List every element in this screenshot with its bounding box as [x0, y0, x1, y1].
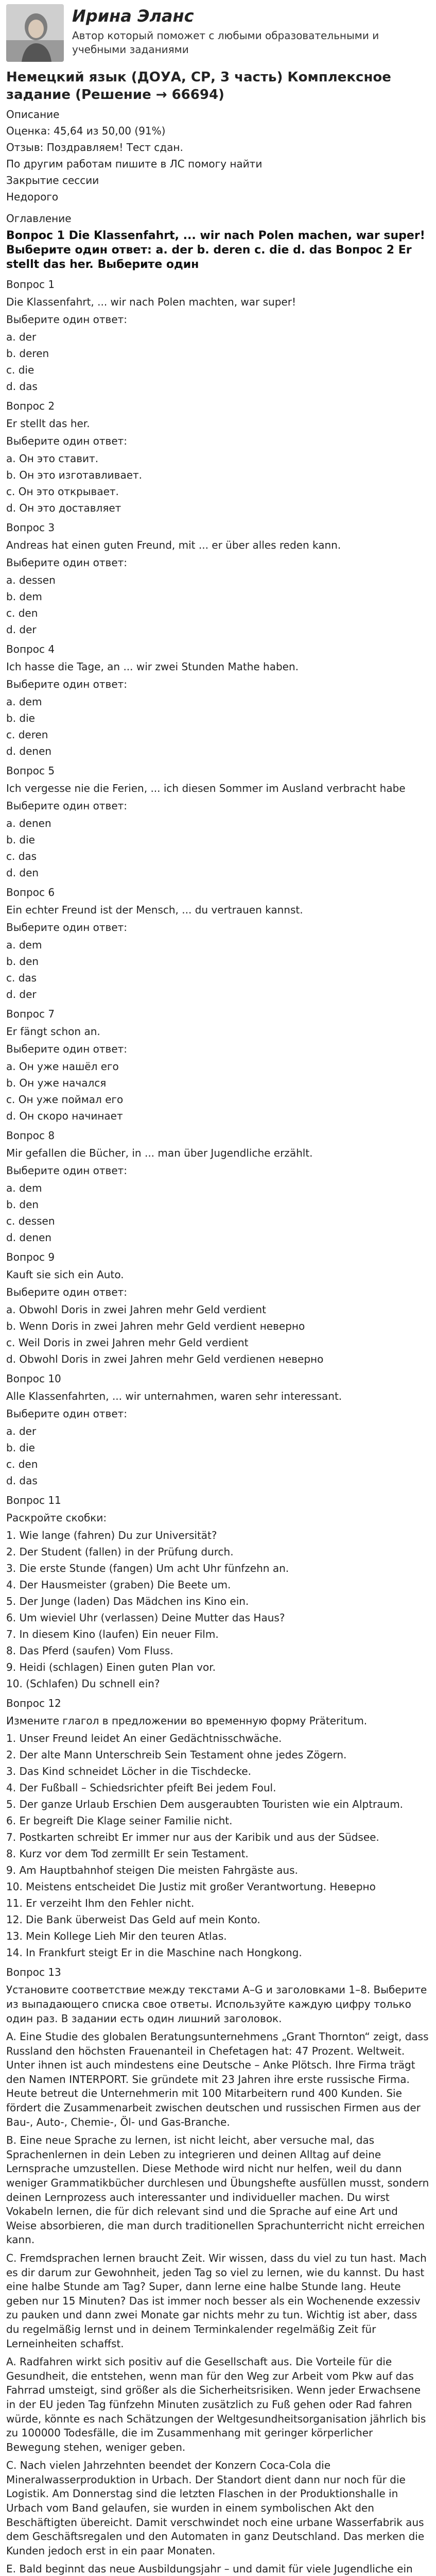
question-prompt: Выберите один ответ:	[6, 313, 128, 326]
question-title: Вопрос 12	[6, 1697, 61, 1710]
answer-option[interactable]: c. den	[6, 607, 38, 620]
question-title: Вопрос 2	[6, 400, 55, 413]
question-title: Вопрос 13	[6, 1966, 61, 1979]
answer-option[interactable]: d. denen	[6, 1231, 52, 1244]
question-prompt: Выберите один ответ:	[6, 435, 128, 448]
question-block	[6, 520, 430, 637]
question-block	[6, 1965, 430, 2576]
answer-option[interactable]: 13. Mein Kollege Lieh Mir den teuren Atlas.	[6, 1930, 227, 1943]
question-text: Kauft sie sich ein Auto.	[6, 1268, 124, 1281]
answer-option[interactable]: d. der	[6, 623, 37, 636]
review-text: Отзыв: Поздравляем! Тест сдан.	[6, 141, 183, 154]
question-title: Вопрос 5	[6, 765, 55, 777]
answer-option[interactable]: 2. Der alte Mann Unterschreib Sein Testament ohne jedes Zögern.	[6, 1749, 347, 1761]
text-paragraph: E. Bald beginnt das neue Ausbildungsjahr – und damit für viele Jugendliche ein	[6, 2563, 413, 2575]
answer-option[interactable]: b. Он это изготавливает.	[6, 469, 143, 482]
question-block	[6, 1696, 430, 1960]
author-block	[6, 0, 430, 62]
answer-option[interactable]: c. Weil Doris in zwei Jahren mehr Geld verdient	[6, 1336, 249, 1349]
question-title: Вопрос 4	[6, 643, 55, 656]
question-title: Вопрос 7	[6, 1008, 55, 1021]
answer-option[interactable]: d. Он это доставляет	[6, 502, 121, 515]
question-title: Вопрос 3	[6, 521, 55, 534]
answer-option[interactable]: b. Wenn Doris in zwei Jahren mehr Geld verdient неверно	[6, 1320, 305, 1333]
answer-option[interactable]: c. das	[6, 850, 37, 863]
question-block	[6, 885, 430, 1002]
answer-option[interactable]: c. dessen	[6, 1215, 55, 1228]
answer-option[interactable]: 2. Der Student (fallen) in der Prüfung durch.	[6, 1546, 234, 1558]
answer-option[interactable]: 1. Unser Freund leidet An einer Gedächtnisschwäche.	[6, 1732, 282, 1745]
answer-option[interactable]: 3. Die erste Stunde (fangen) Um acht Uhr fünfzehn an.	[6, 1562, 289, 1575]
answer-option[interactable]: d. das	[6, 380, 38, 393]
answer-option[interactable]: 6. Um wieviel Uhr (verlassen) Deine Mutter das Haus?	[6, 1612, 285, 1624]
question-prompt: Выберите один ответ:	[6, 678, 128, 691]
answer-option[interactable]: 5. Der Junge (laden) Das Mädchen ins Kino ein.	[6, 1595, 249, 1608]
question-text: Ich hasse die Tage, an ... wir zwei Stunden Mathe haben.	[6, 660, 299, 673]
question-title: Вопрос 1	[6, 278, 55, 291]
answer-option[interactable]: 3. Das Kind schneidet Löcher in die Tischdecke.	[6, 1765, 251, 1778]
text-paragraph: A. Radfahren wirkt sich positiv auf die Gesellschaft aus. Die Vorteile für die Gesundheit, die entstehen, wenn man für den Weg zur Arbeit vom Pkw auf das Fahrrad umsteigt, sind größer als die Sicherheitsrisiken. Wenn jeder Erwachsene in der EU jeden Tag fünfzehn Minuten zusätzlich zu Fuß gehen oder Rad fahren würde, könnte es nach Schätzungen der Weltgesundheitsorganisation jährlich bis zu 100000 Todesfälle, die im Zusammenhang mit geringer körperlicher Bewegung stehen, weniger geben.	[6, 2355, 426, 2453]
answer-option[interactable]: 10. (Schlafen) Du schnell ein?	[6, 1677, 160, 1690]
page-title: Немецкий язык (ДОУА, СР, 3 часть) Комплексное задание (Решение → 66694)	[6, 70, 391, 103]
answer-option[interactable]: c. Он это открывает.	[6, 485, 119, 498]
answer-option[interactable]: b. die	[6, 1442, 35, 1454]
answer-option[interactable]: 4. Der Hausmeister (graben) Die Beete um.	[6, 1579, 231, 1591]
answer-option[interactable]: c. deren	[6, 728, 48, 741]
answer-option[interactable]: a. denen	[6, 817, 51, 830]
answer-option[interactable]: a. dem	[6, 939, 42, 952]
question-block	[6, 1493, 430, 1691]
answer-option[interactable]: 7. In diesem Kino (laufen) Ein neuer Film.	[6, 1628, 219, 1641]
question-title: Вопрос 8	[6, 1129, 55, 1142]
avatar-image	[6, 4, 64, 62]
description-label: Описание	[6, 108, 60, 121]
answer-option[interactable]: c. das	[6, 972, 37, 985]
answer-option[interactable]: b. die	[6, 834, 35, 846]
text-paragraph: B. Eine neue Sprache zu lernen, ist nicht leicht, aber versuche mal, das Sprachenlernen in dein Leben zu integrieren und deinen Alltag auf deine Lernsprache umzustellen. Diese Methode wird nicht nur helfen, weil du dann weniger Grammatikbücher durchlesen und Übungshefte ausfüllen musst, sondern deinen Lernprozess auch interessanter und individueller machen. Du wirst Vokabeln lernen, die für dich relevant sind und die Sprache auf eine Art und Weise absorbieren, die man durch traditionellen Sprachunterricht nicht erreichen kann.	[6, 2134, 429, 2246]
question-block	[6, 1007, 430, 1123]
question-prompt: Выберите один ответ:	[6, 1043, 128, 1056]
question-block	[6, 1250, 430, 1366]
question-text: Ein echter Freund ist der Mensch, ... du vertrauen kannst.	[6, 904, 303, 917]
question-title: Вопрос 11	[6, 1494, 61, 1507]
answer-option[interactable]: 8. Das Pferd (saufen) Vom Fluss.	[6, 1645, 173, 1657]
question-text: Mir gefallen die Bücher, in ... man über Jugendliche erzählt.	[6, 1147, 313, 1160]
question-prompt: Выберите один ответ:	[6, 556, 128, 569]
answer-option[interactable]: a. Он уже нашёл его	[6, 1060, 119, 1073]
question-text: Er fängt schon an.	[6, 1025, 100, 1038]
text-paragraph: C. Nach vielen Jahrzehnten beendet der Konzern Coca-Cola die Mineralwasserproduktion in Urbach. Der Standort dient dann nur noch für die Logistik. Am Donnerstag sind die letzten Flaschen in der Produktionshalle in Urbach vom Band gelaufen, sie wurden in einem symbolischen Akt den Beschäftigten übereicht. Damit verschwindet noch eine urbane Wasserfabrik aus dem Geschäftsregalen und den Automaten in ganz Deutschland. Das merken die Kunden jedoch erst in ein paar Monaten.	[6, 2459, 425, 2557]
answer-option[interactable]: 11. Er verzeiht Ihm den Fehler nicht.	[6, 1897, 195, 1910]
question-title: Вопрос 9	[6, 1251, 55, 1264]
answer-option[interactable]: 9. Heidi (schlagen) Einen guten Plan vor.	[6, 1661, 216, 1674]
question-text: Ich vergesse nie die Ferien, ... ich diesen Sommer im Ausland verbracht habe	[6, 782, 406, 795]
question-prompt: Выберите один ответ:	[6, 1408, 128, 1420]
answer-option[interactable]: b. die	[6, 712, 35, 725]
answer-option[interactable]: a. der	[6, 331, 37, 344]
question-block	[6, 1128, 430, 1245]
question-prompt: Выберите один ответ:	[6, 1286, 128, 1299]
answer-option[interactable]: d. Obwohl Doris in zwei Jahren mehr Geld verdienen неверно	[6, 1353, 324, 1366]
answer-option[interactable]: 6. Er begreift Die Klage seiner Familie nicht.	[6, 1815, 233, 1827]
answer-option[interactable]: b. den	[6, 1198, 39, 1211]
answer-option[interactable]: b. deren	[6, 347, 49, 360]
author-name[interactable]: Ирина Эланс	[72, 6, 194, 26]
answer-option[interactable]: a. Он это ставит.	[6, 452, 99, 465]
question-text: Die Klassenfahrt, ... wir nach Polen machten, war super!	[6, 296, 296, 309]
score-text: Оценка: 45,64 из 50,00 (91%)	[6, 124, 166, 137]
question-prompt: Выберите один ответ:	[6, 1164, 128, 1177]
answer-option[interactable]: a. dem	[6, 1182, 42, 1195]
answer-option[interactable]: d. der	[6, 988, 37, 1001]
question-text: Andreas hat einen guten Freund, mit ... er über alles reden kann.	[6, 539, 341, 552]
answer-option[interactable]: 7. Postkarten schreibt Er immer nur aus der Karibik und aus der Südsee.	[6, 1831, 379, 1844]
contact-text: По другим работам пишите в ЛС помогу найти	[6, 157, 263, 170]
question-title: Вопрос 6	[6, 886, 55, 899]
question-prompt: Раскройте скобки:	[6, 1512, 107, 1524]
questions-list	[6, 277, 430, 2576]
answer-option[interactable]: b. Он уже начался	[6, 1077, 107, 1090]
answer-option[interactable]: a. dem	[6, 696, 42, 708]
question-prompt: Измените глагол в предложении во временную форму Präteritum.	[6, 1715, 368, 1727]
question-block	[6, 1371, 430, 1488]
answer-option[interactable]: 14. In Frankfurt steigt Er in die Maschine nach Hongkong.	[6, 1946, 302, 1959]
question-block	[6, 642, 430, 758]
question-title: Вопрос 10	[6, 1372, 61, 1385]
answer-option[interactable]: 8. Kurz vor dem Tod zermillt Er sein Testament.	[6, 1848, 249, 1860]
question-prompt: Выберите один ответ:	[6, 800, 128, 812]
document-header	[6, 69, 430, 272]
answer-option[interactable]: 12. Die Bank überweist Das Geld auf mein Konto.	[6, 1913, 260, 1926]
answer-option[interactable]: d. Он скоро начинает	[6, 1110, 123, 1123]
question-block	[6, 764, 430, 880]
question-prompt: Выберите один ответ:	[6, 921, 128, 934]
answer-option[interactable]: b. dem	[6, 590, 42, 603]
closing-text: Закрытие сессии	[6, 174, 99, 187]
text-paragraph: A. Eine Studie des globalen Beratungsunternehmens „Grant Thornton“ zeigt, dass Russland den höchsten Frauenanteil in Chefetagen hat: 47 Prozent. Weltweit. Unter ihnen ist auch mindestens eine Deutsche – Anke Plötsch. Ihre Firma trägt den Namen INTERPORT. Sie gründete mit 23 Jahren ihre erste russische Firma. Heute betreut die Unternehmerin mit 100 Mitarbeitern rund 400 Kunden. Sie fördert die Zusammenarbeit zwischen deutschen und russischen Firmen aus der Bau-, Auto-, Chemie-, Öl- und Gas-Branche.	[6, 2030, 429, 2128]
answer-option[interactable]: c. den	[6, 1458, 38, 1471]
answer-option[interactable]: 1. Wie lange (fahren) Du zur Universität?	[6, 1529, 217, 1542]
answer-option[interactable]: 4. Der Fußball – Schiedsrichter pfeift Bei jedem Foul.	[6, 1782, 276, 1794]
answer-option[interactable]: c. Он уже поймал его	[6, 1093, 124, 1106]
author-info	[72, 4, 430, 57]
answer-option[interactable]: 10. Meistens entscheidet Die Justiz mit großer Verantwortung. Неверно	[6, 1880, 376, 1893]
question-text: Er stellt das her.	[6, 417, 90, 430]
question-block	[6, 399, 430, 515]
answer-option[interactable]: a. der	[6, 1425, 37, 1438]
text-paragraph: C. Fremdsprachen lernen braucht Zeit. Wir wissen, dass du viel zu tun hast. Mach es dir darum zur Gewohnheit, jeden Tag so viel zu lernen, wie du kannst. Du hast eine halbe Stunde am Tag? Super, dann lerne eine halbe Stunde lang. Heute geben nur 15 Minuten? Das ist immer noch besser als ein Wochenende exzessiv zu pauken und dann zwei Monate gar nichts mehr zu tun. Wichtig ist aber, dass du regelmäßig lernst und in deinem Terminkalender regelmäßig Zeit für Lerneinheiten schaffst.	[6, 2251, 427, 2350]
price-text: Недорого	[6, 190, 59, 203]
answer-option[interactable]: a. Obwohl Doris in zwei Jahren mehr Geld verdient	[6, 1303, 266, 1316]
question-block	[6, 277, 430, 394]
answer-option[interactable]: b. den	[6, 955, 39, 968]
question-text: Alle Klassenfahrten, ... wir unternahmen, waren sehr interessant.	[6, 1390, 342, 1403]
author-description: Автор который поможет с любыми образовательными и учебными заданиями	[72, 29, 379, 56]
avatar[interactable]	[6, 4, 64, 62]
answer-option[interactable]: d. den	[6, 867, 39, 879]
question-text: Установите соответствие между текстами A–G и заголовками 1–8. Выберите из выпадающего списка свое ответы. Используйте каждую цифру только один раз. В задании есть один лишний заголовок.	[6, 1984, 427, 2025]
toc-text: Вопрос 1 Die Klassenfahrt, ... wir nach Polen machen, war super! Выберите один ответ: a. der b. deren c. die d. das Вопрос 2 Er stellt das her. Выберите один	[6, 229, 425, 271]
answer-option[interactable]: 9. Am Hauptbahnhof steigen Die meisten Fahrgäste aus.	[6, 1864, 298, 1877]
answer-option[interactable]: 5. Der ganze Urlaub Erschien Dem ausgeraubten Touristen wie ein Alptraum.	[6, 1798, 404, 1811]
answer-option[interactable]: d. denen	[6, 745, 52, 758]
answer-option[interactable]: d. das	[6, 1475, 38, 1487]
answer-option[interactable]: a. dessen	[6, 574, 56, 587]
answer-option[interactable]: c. die	[6, 364, 34, 377]
toc-label: Оглавление	[6, 212, 72, 225]
